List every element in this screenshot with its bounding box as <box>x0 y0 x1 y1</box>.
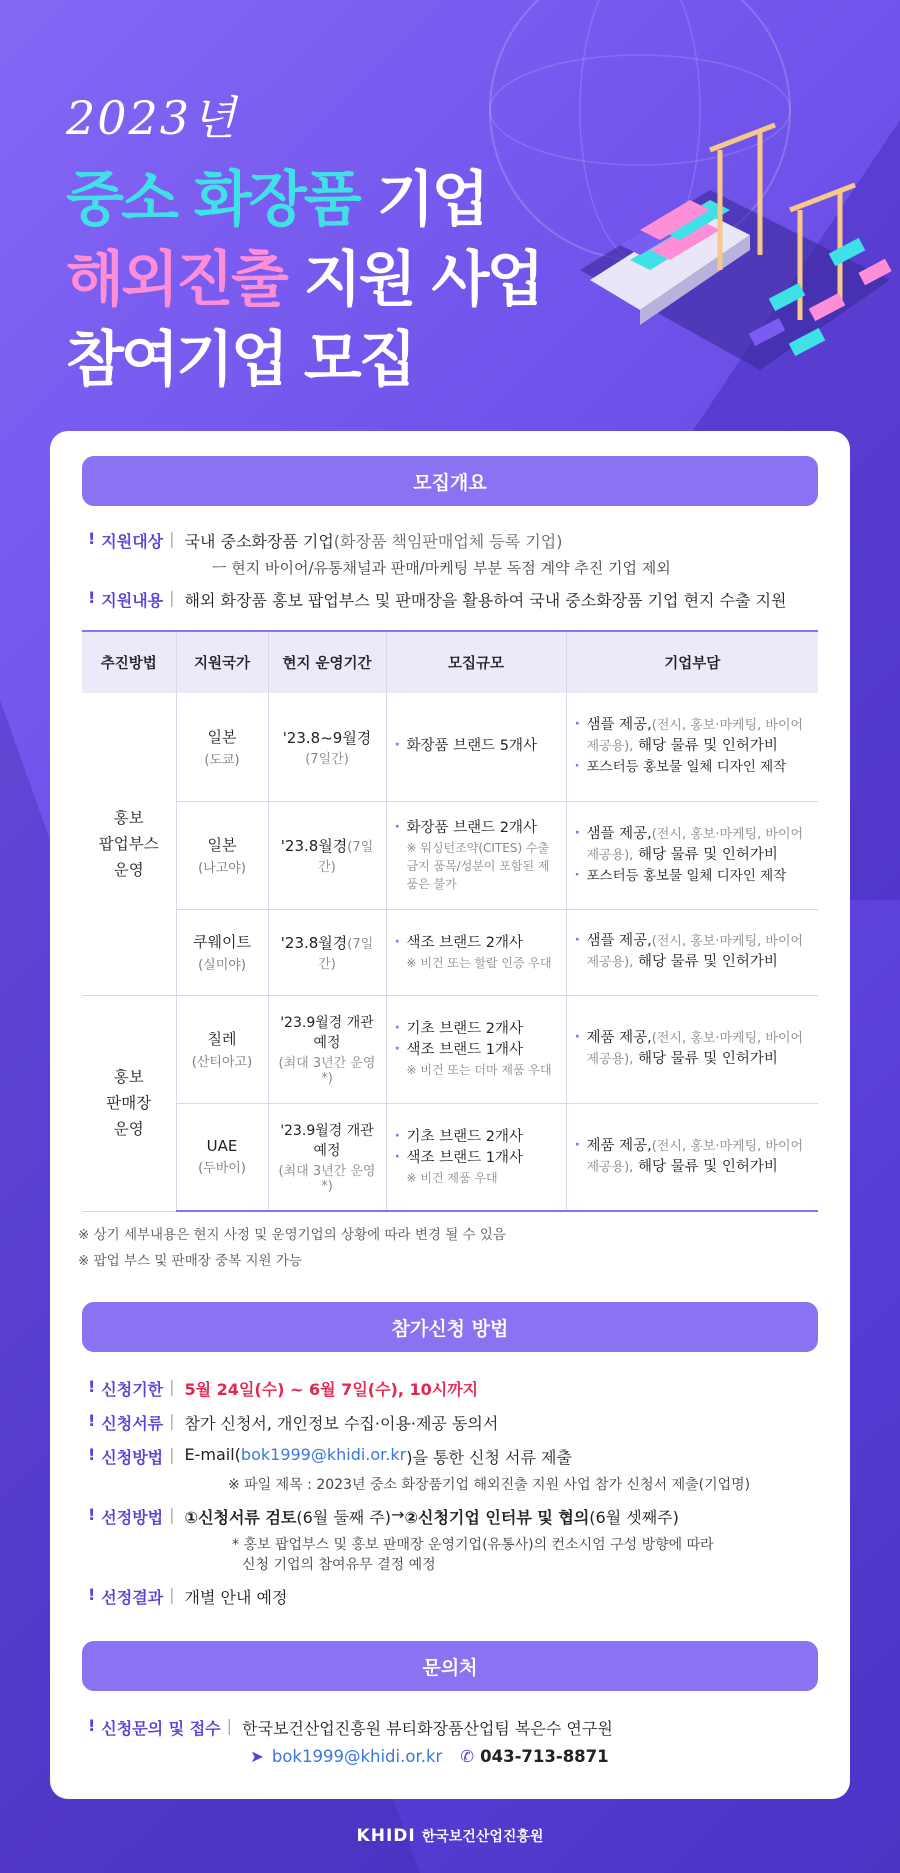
table-row <box>82 693 818 801</box>
year-title: 2023년 <box>66 91 238 145</box>
burden-cell <box>566 801 818 909</box>
city-name: (실미야) <box>198 958 246 973</box>
burden-main: 샘플 제공, <box>586 717 652 734</box>
country-name: UAE <box>206 1137 238 1156</box>
send-icon: ➤ <box>250 1747 264 1766</box>
exclamation-icon: ! <box>88 1585 96 1604</box>
separator: | <box>169 1445 175 1464</box>
contact-row <box>88 1716 613 1739</box>
burden-item <box>575 1136 811 1178</box>
target-label: 지원대상 <box>101 532 164 551</box>
exclamation-icon: ! <box>88 1716 96 1735</box>
contact-org: 한국보건산업진흥원 뷰티화장품산업팀 복은수 연구원 <box>242 1719 613 1738</box>
burden-detail: (전시, 홍보·마케팅, 바이어 제공용), <box>586 934 804 970</box>
select-step-2: ②신청기업 인터뷰 및 협의 <box>404 1508 590 1527</box>
country-name: 일본 <box>207 836 237 854</box>
title-highlight-1: 중소 화장품 <box>66 165 359 235</box>
burden-item <box>575 824 811 866</box>
scale-item: · 색조 브랜드 2개사 <box>395 933 558 954</box>
exclamation-icon: ! <box>88 1411 96 1430</box>
section-overview-header: 모집개요 <box>82 456 818 506</box>
title-text-2: 지원 사업 <box>285 245 542 315</box>
exclamation-icon: ! <box>88 1505 96 1524</box>
country-cell <box>176 693 268 801</box>
period-text: '23.9월경 개관 예정 <box>280 1122 374 1159</box>
table-note-1: ※ 상기 세부내용은 현지 사정 및 운영기업의 상황에 따라 변경 될 수 있음 <box>78 1227 506 1243</box>
burden-main: 제품 제공, <box>586 1030 652 1046</box>
table-row <box>82 801 818 909</box>
burden-item: · 포스터등 홍보물 일체 디자인 제작 <box>575 757 811 778</box>
country-name: 일본 <box>207 727 237 746</box>
result-text: 개별 안내 예정 <box>184 1588 288 1607</box>
section-apply-header: 참가신청 방법 <box>82 1302 818 1352</box>
contact-email-link[interactable]: bok1999@khidi.or.kr <box>271 1747 443 1766</box>
title-highlight-2: 해외진출 <box>66 245 286 315</box>
scale-item: · 색조 브랜드 1개사 <box>395 1148 558 1169</box>
apply-method-row <box>88 1445 572 1468</box>
scale-cell <box>386 909 566 995</box>
burden-end: 해당 물류 및 인허가비 <box>633 954 778 970</box>
burden-item: · 포스터등 홍보물 일체 디자인 제작 <box>575 866 811 887</box>
separator: | <box>169 1585 175 1604</box>
period-cell <box>268 693 386 801</box>
contact-label: 신청문의 및 접수 <box>101 1719 221 1738</box>
group-sales-store: 홍보 판매장 운영 <box>82 995 176 1211</box>
country-cell <box>176 801 268 909</box>
result-label: 선정결과 <box>101 1588 164 1607</box>
burden-item <box>575 1028 811 1070</box>
period-cell <box>268 909 386 995</box>
footer-logo <box>0 1826 900 1846</box>
container-port-illustration <box>560 40 900 420</box>
table-header: 지원국가 <box>176 631 268 693</box>
scale-item: · 기초 브랜드 2개사 <box>395 1127 558 1148</box>
deadline-text: 5월 24일(수) ~ 6월 7일(수), 10시까지 <box>184 1380 479 1399</box>
burden-detail: (전시, 홍보·마케팅, 바이어 제공용), <box>586 1031 804 1067</box>
burden-end: 해당 물류 및 인허가비 <box>633 738 778 755</box>
burden-cell <box>566 995 818 1103</box>
burden-detail: (전시, 홍보·마케팅, 바이어 제공용), <box>586 826 804 863</box>
burden-cell <box>566 693 818 801</box>
contact-detail-row <box>250 1747 609 1766</box>
country-name: 쿠웨이트 <box>193 933 251 951</box>
burden-item <box>575 931 811 973</box>
title-line-3: 참여기업 모집 <box>66 325 414 395</box>
separator: | <box>169 1411 175 1430</box>
burden-item <box>575 715 811 757</box>
contact-phone: 043-713-8871 <box>480 1747 609 1766</box>
period-note: (최대 3년간 운영*) <box>278 1056 376 1086</box>
scale-item: · 화장품 브랜드 2개사 <box>395 818 558 839</box>
period-cell <box>268 995 386 1103</box>
method-post: )을 통한 신청 서류 제출 <box>406 1448 572 1467</box>
program-table <box>82 630 818 1212</box>
title-line-1 <box>66 152 487 238</box>
table-header: 추진방법 <box>82 631 176 693</box>
separator: | <box>169 1377 175 1396</box>
method-pre: E-mail( <box>184 1445 241 1464</box>
burden-end: 해당 물류 및 인허가비 <box>633 1051 778 1067</box>
separator: | <box>226 1716 233 1735</box>
overview-content-row <box>88 588 787 611</box>
scale-item: · 기초 브랜드 2개사 <box>395 1019 558 1040</box>
target-paren: (화장품 책임판매업체 등록 기업) <box>333 532 563 551</box>
select-step-2-date: (6월 셋째주) <box>589 1508 679 1527</box>
table-header: 기업부담 <box>566 631 818 693</box>
select-note-1: * 홍보 팝업부스 및 홍보 판매장 운영기업(유통사)의 컨소시엄 구성 방향에 따라 <box>232 1537 714 1553</box>
period-text: '23.8~9월경 <box>282 728 372 747</box>
country-cell <box>176 1103 268 1211</box>
table-row <box>82 1103 818 1211</box>
table-header: 모집규모 <box>386 631 566 693</box>
period-note: (7일간) <box>318 840 374 875</box>
method-note: ※ 파일 제목 : 2023년 중소 화장품기업 해외진출 지원 사업 참가 신청서 제출(기업명) <box>228 1477 751 1493</box>
period-cell <box>268 1103 386 1211</box>
khidi-logo: KHIDI <box>356 1826 416 1846</box>
target-text: 국내 중소화장품 기업 <box>184 532 334 551</box>
country-cell <box>176 909 268 995</box>
scale-cell <box>386 801 566 909</box>
table-row <box>82 995 818 1103</box>
scale-cell <box>386 995 566 1103</box>
burden-detail: (전시, 홍보·마케팅, 바이어 제공용), <box>586 1138 804 1175</box>
select-label: 선정방법 <box>101 1508 164 1527</box>
table-header-row <box>82 631 818 693</box>
title-line-2 <box>66 232 541 318</box>
period-text: '23.8월경 <box>280 837 348 855</box>
scale-note: ※ 워싱턴조약(CITES) 수출금지 품목/성분이 포함된 제품은 불가 <box>406 840 550 891</box>
exclamation-icon: ! <box>88 1377 96 1396</box>
country-name: 칠레 <box>207 1030 237 1048</box>
apply-docs-row <box>88 1411 498 1434</box>
country-cell <box>176 995 268 1103</box>
content-label: 지원내용 <box>101 591 164 610</box>
scale-cell <box>386 693 566 801</box>
deadline-label: 신청기한 <box>101 1380 164 1399</box>
apply-result-row <box>88 1585 287 1608</box>
table-header: 현지 운영기간 <box>268 631 386 693</box>
table-row <box>82 909 818 995</box>
city-name: (두바이) <box>198 1161 246 1177</box>
phone-icon: ✆ <box>460 1747 475 1766</box>
method-label: 신청방법 <box>101 1448 164 1467</box>
docs-text: 참가 신청서, 개인정보 수집·이용·제공 동의서 <box>184 1414 499 1433</box>
content-text: 해외 화장품 홍보 팝업부스 및 판매장을 활용하여 국내 중소화장품 기업 현지 수출 지원 <box>184 591 787 610</box>
burden-end: 해당 물류 및 인허가비 <box>633 1158 778 1175</box>
burden-main: 샘플 제공, <box>586 825 652 842</box>
table-note-2: ※ 팝업 부스 및 판매장 중복 지원 가능 <box>78 1253 302 1269</box>
footer-org: 한국보건산업진흥원 <box>421 1829 544 1845</box>
scale-note: ※ 비건 또는 할랄 인증 우대 <box>406 955 552 970</box>
city-name: (도쿄) <box>204 752 240 768</box>
burden-detail: (전시, 홍보·마케팅, 바이어 제공용), <box>586 718 804 755</box>
apply-deadline-row <box>88 1377 478 1400</box>
scale-cell <box>386 1103 566 1211</box>
exclamation-icon: ! <box>88 1445 96 1464</box>
scale-note: ※ 비건 제품 우대 <box>406 1170 498 1185</box>
separator: | <box>169 588 175 607</box>
burden-main: 제품 제공, <box>586 1137 652 1154</box>
docs-label: 신청서류 <box>101 1414 164 1433</box>
period-text: '23.9월경 개관 예정 <box>280 1015 374 1051</box>
apply-select-row <box>88 1505 679 1528</box>
section-contact-header: 문의처 <box>82 1641 818 1691</box>
select-note-2: 신청 기업의 참여유무 결정 예정 <box>242 1557 436 1573</box>
select-step-1: ①신청서류 검토 <box>184 1508 297 1527</box>
city-name: (나고야) <box>198 861 246 876</box>
period-cell <box>268 801 386 909</box>
exclamation-icon: ! <box>88 529 96 548</box>
burden-cell <box>566 1103 818 1211</box>
separator: | <box>169 1505 175 1524</box>
group-popup-booth: 홍보 팝업부스 운영 <box>82 693 176 995</box>
period-text: '23.8월경 <box>280 934 348 952</box>
method-email-link[interactable]: bok1999@khidi.or.kr <box>240 1445 407 1464</box>
burden-cell <box>566 909 818 995</box>
target-exclusion: ㅡ 현지 바이어/유통채널과 판매/마케팅 부분 독점 계약 추진 기업 제외 <box>212 559 671 577</box>
period-note: (7일간) <box>305 751 349 767</box>
scale-item: · 색조 브랜드 1개사 <box>395 1040 558 1061</box>
select-arrow: → <box>391 1505 405 1524</box>
burden-end: 해당 물류 및 인허가비 <box>633 846 778 863</box>
title-text-1: 기업 <box>358 165 487 235</box>
select-step-1-date: (6월 둘째 주) <box>296 1508 392 1527</box>
content-card <box>50 431 850 1799</box>
overview-target-row <box>88 529 562 552</box>
scale-item: · 화장품 브랜드 5개사 <box>395 736 558 757</box>
city-name: (산티아고) <box>191 1055 253 1070</box>
scale-note: ※ 비건 또는 더마 제품 우대 <box>406 1063 552 1077</box>
exclamation-icon: ! <box>88 588 96 607</box>
period-note: (7일간) <box>318 937 374 972</box>
burden-main: 샘플 제공, <box>586 933 652 949</box>
period-note: (최대 3년간 운영*) <box>278 1163 376 1194</box>
separator: | <box>169 529 175 548</box>
